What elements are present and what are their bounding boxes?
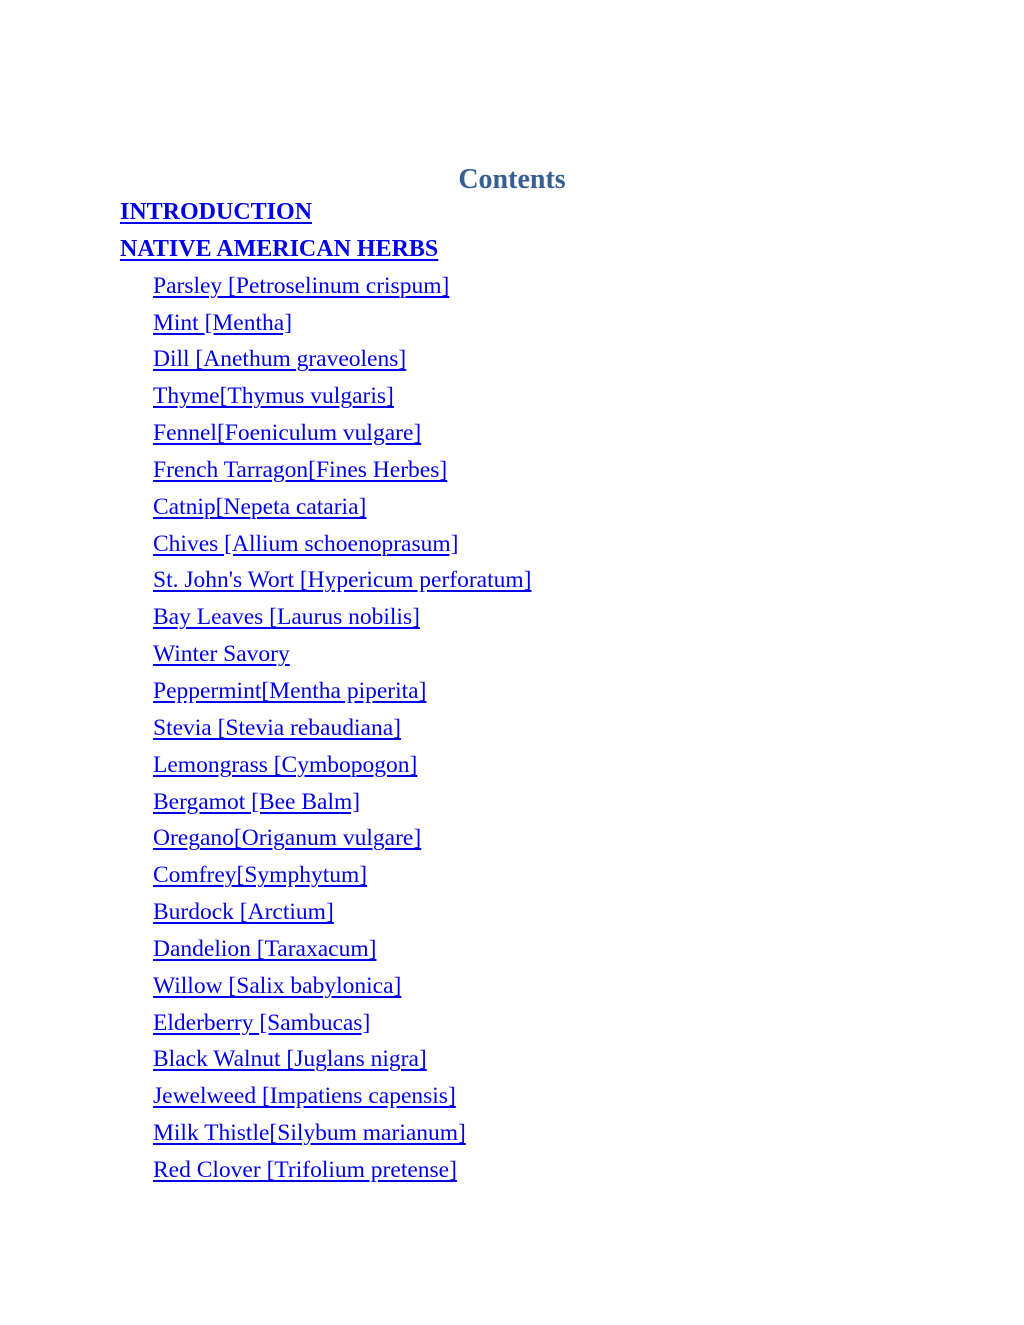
toc-entry-link[interactable]: Willow [Salix babylonica] (153, 972, 402, 999)
toc-entry-link[interactable]: French Tarragon[Fines Herbes] (153, 456, 448, 483)
toc-entry-link[interactable]: Jewelweed [Impatiens capensis] (153, 1083, 456, 1110)
toc-entry-link[interactable]: Lemongrass [Cymbopogon] (153, 751, 418, 778)
toc-entry-link[interactable]: Dandelion [Taraxacum] (153, 935, 377, 962)
toc-entry-link[interactable]: Fennel[Foeniculum vulgare] (153, 420, 422, 447)
toc-entry-link[interactable]: Winter Savory (153, 641, 290, 668)
toc-entry-link[interactable]: Burdock [Arctium] (153, 899, 334, 926)
toc-entry-link[interactable]: Bay Leaves [Laurus nobilis] (153, 604, 420, 631)
toc-entry-link[interactable]: Bergamot [Bee Balm] (153, 788, 361, 815)
toc-entry-link[interactable]: Thyme[Thymus vulgaris] (153, 383, 394, 410)
toc-entry-link[interactable]: Chives [Allium schoenoprasum] (153, 530, 459, 557)
toc-entry-link[interactable]: Parsley [Petroselinum crispum] (153, 272, 450, 299)
toc-entry-link[interactable]: Mint [Mentha] (153, 309, 293, 336)
toc-section-link[interactable]: NATIVE AMERICAN HERBS (120, 235, 439, 262)
toc-entry-link[interactable]: Black Walnut [Juglans nigra] (153, 1046, 427, 1073)
toc-entry-link[interactable]: Comfrey[Symphytum] (153, 862, 368, 889)
toc-entry-link[interactable]: Elderberry [Sambucas] (153, 1009, 371, 1036)
toc-section-link[interactable]: INTRODUCTION (120, 199, 313, 225)
toc-entry-link[interactable]: Red Clover [Trifolium pretense] (153, 1156, 457, 1183)
toc-entry-link[interactable]: Milk Thistle[Silybum marianum] (153, 1120, 466, 1147)
toc-entry-link[interactable]: Peppermint[Mentha piperita] (153, 677, 427, 704)
toc-entry-link[interactable]: Dill [Anethum graveolens] (153, 346, 407, 373)
toc-entry-link[interactable]: St. John's Wort [Hypericum perforatum] (153, 567, 532, 594)
toc-entry-link[interactable]: Oregano[Origanum vulgare] (153, 825, 422, 852)
table-of-contents (0, 194, 1024, 1189)
toc-entry-link[interactable]: Catnip[Nepeta cataria] (153, 493, 367, 520)
page-title: Contents (458, 164, 566, 195)
toc-entry-link[interactable]: Stevia [Stevia rebaudiana] (153, 714, 401, 741)
